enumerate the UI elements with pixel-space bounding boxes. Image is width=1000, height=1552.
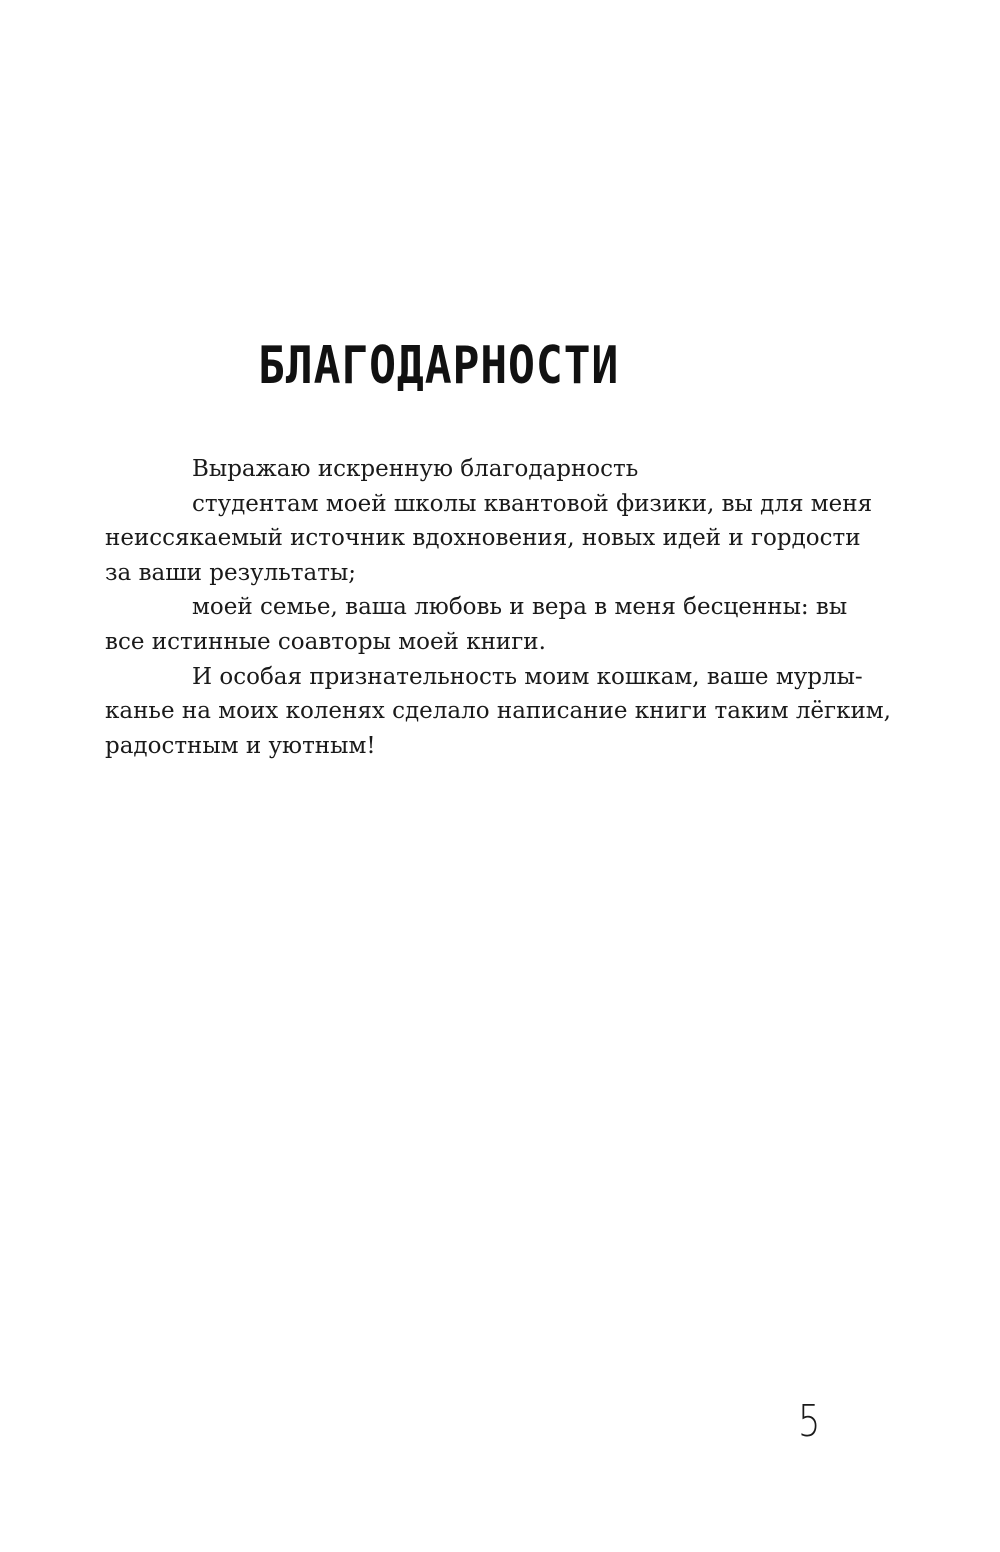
text-line: радостным и уютным! — [105, 732, 376, 759]
text-line: неиссякаемый источник вдохновения, новых идей и гордости — [105, 525, 861, 552]
text-line: моей семье, ваша любовь и вера в меня бесценны: вы — [192, 594, 848, 621]
text-line: И особая признательность моим кошкам, ваше мурлы- — [192, 663, 863, 690]
text-line: канье на моих коленях сделало написание книги таким лёгким, — [105, 698, 891, 725]
text-line: за ваши результаты; — [105, 559, 357, 586]
text-line: Выражаю искренную благодарность — [192, 456, 639, 482]
page-title: БЛАГОДАРНОСТИ — [258, 336, 620, 396]
page-number: 5 — [798, 1396, 821, 1447]
acknowledgements-text — [105, 452, 891, 763]
text-line: все истинные соавторы моей книги. — [105, 628, 546, 655]
text-line: студентам моей школы квантовой физики, вы для меня — [192, 490, 873, 517]
